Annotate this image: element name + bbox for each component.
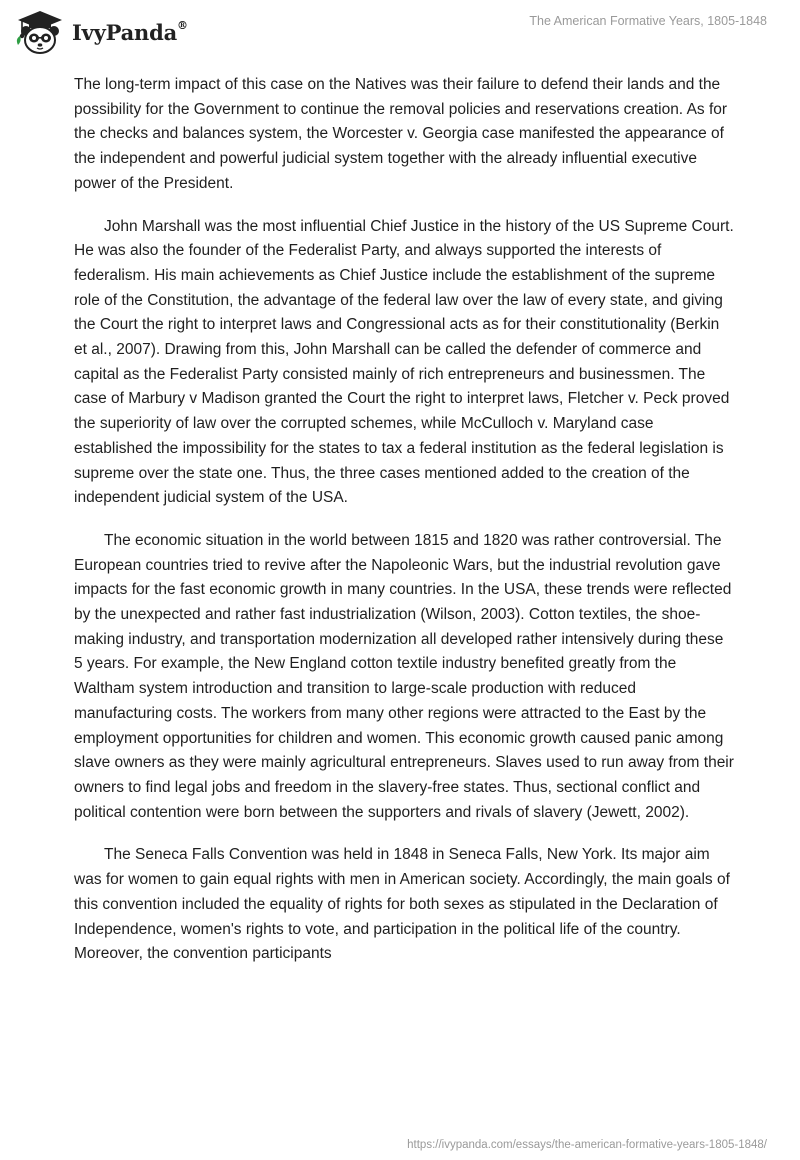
paragraph: The economic situation in the world between 1815 and 1820 was rather controversial. The European countries tried to revive after the Napoleonic Wars, but the industrial revolution gave impacts for the fast economic growth in many countries. In the USA, these trends were reflected by the unexpected and rather fast industrialization (Wilson, 2003). Cotton textiles, the shoe-making industry, and transportation modernization all developed rather intensively during these 5 years. For example, the New England cotton textile industry benefited greatly from the Waltham system introduction and transition to large-scale production with reduced manufacturing costs. The workers from many other regions were attracted to the East by the employment opportunities for children and women. This economic growth caused panic among slave owners as they were mainly agricultural entrepreneurs. Slaves used to run away from their owners to find legal jobs and freedom in the slavery-free states. Thus, sectional conflict and political contention were born between the supporters and rivals of slavery (Jewett, 2002). <box>74 531 734 821</box>
source-url-link[interactable]: https://ivypanda.com/essays/the-american-formative-years-1805-1848/ <box>407 1139 767 1151</box>
page-header <box>0 0 800 70</box>
panda-mascot-icon <box>14 9 66 55</box>
brand-name: IvyPanda® <box>72 18 188 45</box>
ivypanda-logo[interactable] <box>14 9 188 55</box>
document-title: The American Formative Years, 1805-1848 <box>529 14 767 28</box>
essay-body <box>74 73 734 985</box>
paragraph: The long-term impact of this case on the Natives was their failure to defend their lands and the possibility for the Government to continue the removal policies and reservations creation. As for the checks and balances system, the Worcester v. Georgia case manifested the appearance of the independent and powerful judicial system together with the already influential executive power of the President. <box>74 76 728 192</box>
paragraph: John Marshall was the most influential Chief Justice in the history of the US Supreme Court. He was also the founder of the Federalist Party, and always supported the interests of federalism. His main achievements as Chief Justice include the establishment of the supreme role of the Constitution, the advantage of the federal law over the law of every state, and giving the Court the right to interpret laws and Congressional acts as for their constitutionality (Berkin et al., 2007). Drawing from this, John Marshall can be called the defender of commerce and capital as the Federalist Party consisted mainly of rich entrepreneurs and businessmen. The case of Marbury v Madison granted the Court the right to interpret laws, Fletcher v. Peck proved the superiority of law over the corrupted schemes, while McCulloch v. Maryland case established the impossibility for the states to tax a federal institution as the federal legislation is supreme over the state one. Thus, the three cases mentioned added to the creation of the independent judicial system of the USA. <box>74 217 734 507</box>
paragraph: The Seneca Falls Convention was held in 1848 in Seneca Falls, New York. Its major aim was for women to gain equal rights with men in American society. Accordingly, the main goals of this convention included the equality of rights for both sexes as stipulated in the Declaration of Independence, women's rights to vote, and participation in the political life of the country. Moreover, the convention participants <box>74 846 730 963</box>
